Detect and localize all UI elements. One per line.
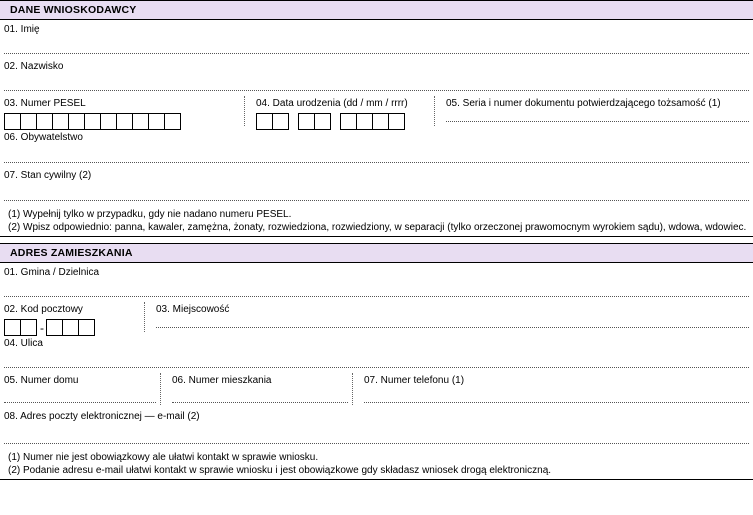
- field-numer-telefonu-label: 07. Numer telefonu (1): [364, 375, 465, 386]
- field-gmina[interactable]: [0, 263, 753, 300]
- field-stan-cywilny-label: 07. Stan cywilny (2): [4, 170, 92, 181]
- field-nazwisko-input[interactable]: [4, 90, 749, 91]
- field-numer-domu-label: 05. Numer domu: [4, 375, 79, 386]
- field-nazwisko[interactable]: [0, 57, 753, 94]
- row-pesel-birth-document: [0, 94, 753, 128]
- field-gmina-label: 01. Gmina / Dzielnica: [4, 267, 100, 278]
- address-note-2: (2) Podanie adresu e-mail ułatwi kontakt w sprawie wniosku i jest obowiązkowe gdy składasz wniosek drogą elektroniczną.: [8, 465, 552, 476]
- field-numer-domu[interactable]: [0, 371, 160, 407]
- field-numer-telefonu[interactable]: [354, 371, 753, 407]
- field-obywatelstwo-label: 06. Obywatelstwo: [4, 132, 83, 143]
- field-pesel[interactable]: [0, 94, 244, 128]
- field-kod-pocztowy[interactable]: [0, 300, 144, 334]
- field-imie-input[interactable]: [4, 53, 749, 54]
- field-obywatelstwo[interactable]: [0, 128, 753, 166]
- field-dokument[interactable]: [436, 94, 753, 128]
- address-note-1: (1) Numer nie jest obowiązkowy ale ułatwi kontakt w sprawie wniosku.: [8, 452, 319, 463]
- applicant-note-2: (2) Wpisz odpowiednio: panna, kawaler, zamężna, żonaty, rozwiedziona, rozwiedziony, w separacji (tylko orzeczonej prawomocnym wyrokiem sądu), wdowa, wdowiec.: [8, 222, 747, 233]
- field-miejscowosc[interactable]: [146, 300, 753, 334]
- field-miejscowosc-input[interactable]: [156, 327, 749, 328]
- field-numer-mieszkania-label: 06. Numer mieszkania: [172, 375, 272, 386]
- row-house-flat-phone: [0, 371, 753, 407]
- applicant-notes: [0, 204, 753, 236]
- section-header-applicant: DANE WNIOSKODAWCY: [0, 0, 753, 20]
- field-numer-telefonu-input[interactable]: [364, 402, 749, 403]
- field-email-label: 08. Adres poczty elektronicznej — e-mail (2): [4, 411, 200, 422]
- field-data-urodzenia-label: 04. Data urodzenia (dd / mm / rrrr): [256, 98, 408, 109]
- field-obywatelstwo-input[interactable]: [4, 162, 749, 163]
- applicant-section-body: [0, 20, 753, 237]
- field-stan-cywilny-input[interactable]: [4, 200, 749, 201]
- address-section-body: [0, 263, 753, 480]
- section-header-address: ADRES ZAMIESZKANIA: [0, 243, 753, 263]
- field-pesel-label: 03. Numer PESEL: [4, 98, 86, 109]
- field-numer-domu-input[interactable]: [4, 402, 156, 403]
- field-imie-label: 01. Imię: [4, 24, 40, 35]
- field-ulica[interactable]: [0, 334, 753, 371]
- address-notes: [0, 447, 753, 479]
- field-kod-pocztowy-label: 02. Kod pocztowy: [4, 304, 83, 315]
- field-dokument-label: 05. Seria i numer dokumentu potwierdzającego tożsamość (1): [446, 98, 721, 109]
- field-gmina-input[interactable]: [4, 296, 749, 297]
- field-ulica-input[interactable]: [4, 367, 749, 368]
- field-stan-cywilny[interactable]: [0, 166, 753, 204]
- field-email-input[interactable]: [4, 443, 749, 444]
- field-nazwisko-label: 02. Nazwisko: [4, 61, 64, 72]
- field-numer-mieszkania[interactable]: [162, 371, 352, 407]
- postcode-separator: -: [40, 320, 44, 335]
- field-ulica-label: 04. Ulica: [4, 338, 43, 349]
- field-email[interactable]: [0, 407, 753, 447]
- field-imie[interactable]: [0, 20, 753, 57]
- applicant-note-1: (1) Wypełnij tylko w przypadku, gdy nie nadano numeru PESEL.: [8, 209, 292, 220]
- field-dokument-input[interactable]: [446, 121, 749, 122]
- field-numer-mieszkania-input[interactable]: [172, 402, 348, 403]
- field-miejscowosc-label: 03. Miejscowość: [156, 304, 230, 315]
- row-postcode-city: [0, 300, 753, 334]
- field-data-urodzenia[interactable]: [246, 94, 434, 128]
